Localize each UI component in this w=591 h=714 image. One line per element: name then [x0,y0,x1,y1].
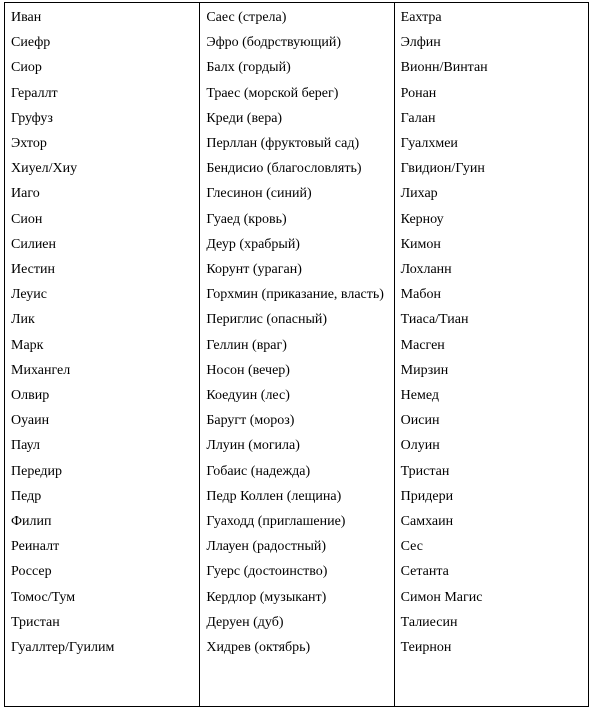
name-entry: Филип [11,514,52,530]
name-entry: Талиесин [400,614,458,630]
names-column-3 [394,3,588,707]
name-entry: Михангел [11,362,71,378]
name-entry: Еахтра [400,10,442,25]
name-entry: Гуалхмеи [400,136,458,152]
name-entry: Масген [400,337,445,353]
name-entry: Эфро (бодрствующий) [206,35,341,51]
name-entry: Гуерс (достоинство) [206,564,328,580]
name-entry: Баругт (мороз) [206,413,295,429]
name-entry: Галан [400,110,436,126]
name-entry: Гвидион/Гуин [400,161,485,177]
name-entry: Ллауен (радостный) [206,539,327,555]
name-entry: Геллин (враг) [206,337,287,353]
name-entry: Перллан (фруктовый сад) [206,136,360,152]
name-entry: Хиуел/Хиу [11,161,78,177]
name-entry: Паул [11,438,40,454]
name-entry: Ронан [400,85,437,101]
name-entry: Тристан [11,614,60,630]
name-entry: Теирнон [400,640,452,656]
name-entry: Коедуин (лес) [206,388,290,404]
name-entry: Придери [400,488,454,504]
name-entry: Иван [11,10,42,25]
name-entry: Леуис [11,287,47,303]
name-entry: Элфин [400,35,441,51]
name-entry: Керноу [400,211,444,227]
name-entry: Сион [11,211,43,227]
name-entry: Периглис (опасный) [206,312,328,328]
name-entry: Олвир [11,388,50,404]
name-entry: Кердлор (музыкант) [206,589,327,605]
name-entry: Сетанта [400,564,449,580]
names-column-1 [5,3,200,707]
name-entry: Лохланн [400,262,452,278]
name-entry: Мирзин [400,362,449,378]
name-entry: Томос/Тум [11,589,76,605]
name-entry: Силиен [11,236,57,252]
name-entry: Немед [400,388,439,404]
name-entry: Педр Коллен (лещина) [206,488,342,504]
names-table [4,2,589,707]
name-entry: Самхаин [400,514,454,530]
name-entry: Глесинон (синий) [206,186,312,202]
name-entry: Лихар [400,186,438,202]
name-entry: Корунт (ураган) [206,262,302,278]
name-entry: Иаго [11,186,40,202]
name-entry: Деур (храбрый) [206,236,300,252]
name-entry: Креди (вера) [206,110,283,126]
name-entry: Лик [11,312,35,328]
name-entry: Сиор [11,60,42,76]
name-entry: Оуаин [11,413,50,429]
name-entry: Траес (морской берег) [206,85,339,101]
names-column-2 [200,3,394,707]
name-entry: Сиефр [11,35,51,51]
name-entry: Гуаллтер/Гуилим [11,640,115,656]
name-entry: Саес (стрела) [206,10,287,25]
name-entry: Олуин [400,438,440,454]
name-entry: Мабон [400,287,441,303]
name-entry: Гераллт [11,85,58,101]
name-entry: Горхмин (приказание, власть) [206,287,384,303]
name-entry: Хидрев (октябрь) [206,640,311,656]
name-entry: Реиналт [11,539,60,555]
name-entry: Россер [11,564,52,580]
name-entry: Гуаед (кровь) [206,211,287,227]
name-entry: Симон Магис [400,589,483,605]
name-entry: Деруен (дуб) [206,614,284,630]
name-entry: Оисин [400,413,440,429]
name-entry: Марк [11,337,44,353]
name-entry: Гобаис (надежда) [206,463,311,479]
name-entry: Носон (вечер) [206,362,290,378]
name-entry: Сес [400,539,423,555]
name-entry: Передир [11,463,62,479]
name-entry: Тристан [400,463,450,479]
name-entry: Эхтор [11,136,47,152]
name-entry: Тиаса/Тиан [400,312,469,328]
name-entry: Бендисио (благословлять) [206,161,362,177]
name-entry: Груфуз [11,110,53,126]
name-entry: Балх (гордый) [206,60,291,76]
name-entry: Гуаходд (приглашение) [206,514,346,530]
name-entry: Иестин [11,262,55,278]
name-entry: Кимон [400,236,441,252]
name-entry: Ллуин (могила) [206,438,300,454]
name-entry: Вионн/Винтан [400,60,488,76]
name-entry: Педр [11,488,42,504]
table-row [5,3,589,707]
